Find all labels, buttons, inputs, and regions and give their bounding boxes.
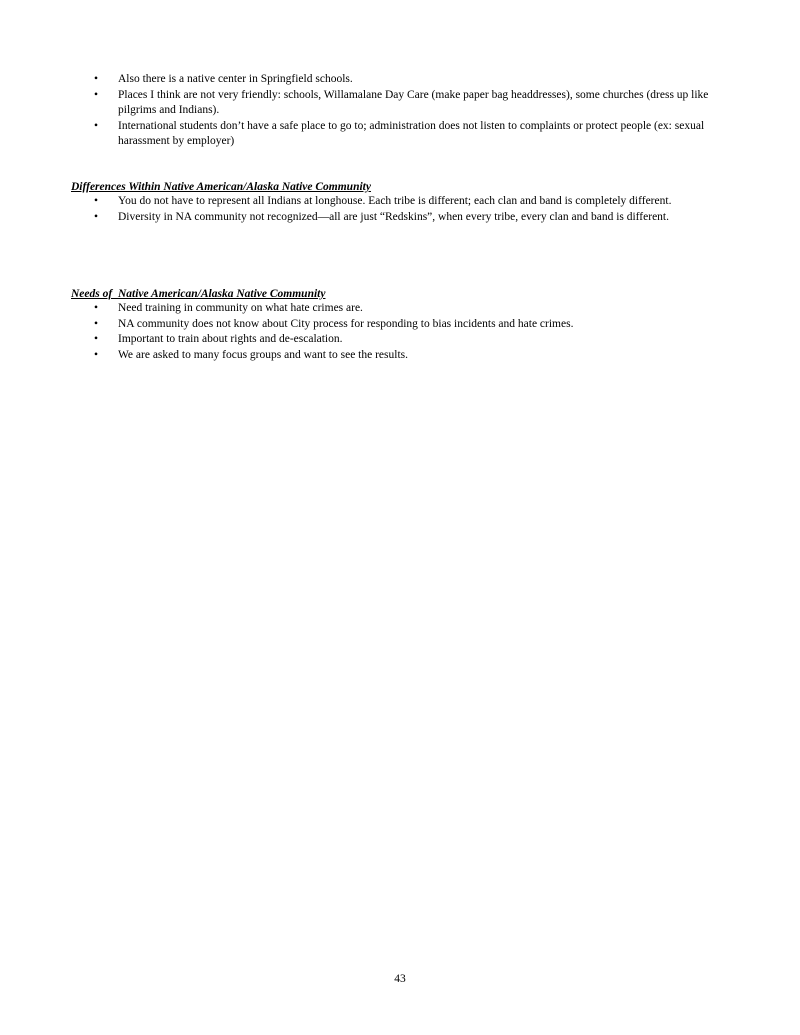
list-item bbox=[71, 332, 731, 348]
list-item-text: International students don’t have a safe place to go to; administration does not listen to complaints or protect people (ex: sexual harassment by employer) bbox=[118, 119, 705, 147]
bullet-icon: • bbox=[94, 73, 99, 85]
bullet-icon: • bbox=[94, 317, 99, 330]
list-item bbox=[71, 301, 731, 317]
section-heading: Differences Within Native American/Alaska Native Community bbox=[71, 181, 371, 193]
list-item bbox=[71, 317, 731, 333]
differences-bullet-list bbox=[71, 194, 731, 225]
bullet-icon: • bbox=[94, 119, 99, 132]
page-number: 43 bbox=[394, 973, 406, 985]
bullet-icon: • bbox=[94, 195, 99, 207]
list-item-text: We are asked to many focus groups and want to see the results. bbox=[118, 348, 409, 361]
differences-section bbox=[71, 180, 731, 225]
bullet-icon: • bbox=[94, 348, 99, 361]
section-heading: Needs of Native American/Alaska Native Community bbox=[71, 288, 326, 300]
list-item bbox=[71, 119, 731, 150]
list-item-text: Also there is a native center in Springfield schools. bbox=[118, 73, 353, 85]
list-item-text: Places I think are not very friendly: schools, Willamalane Day Care (make paper bag headdresses), some churches (dress up like pilgrims and Indians). bbox=[118, 88, 709, 116]
list-item bbox=[71, 194, 731, 210]
list-item-text: Need training in community on what hate crimes are. bbox=[118, 302, 363, 314]
list-item bbox=[71, 348, 731, 364]
list-item-text: Important to train about rights and de-escalation. bbox=[118, 333, 343, 345]
intro-section bbox=[71, 72, 731, 150]
list-item bbox=[71, 88, 731, 119]
bullet-icon: • bbox=[94, 302, 99, 314]
list-item-text: Diversity in NA community not recognized—all are just “Redskins”, when every tribe, every clan and band is different. bbox=[118, 210, 669, 223]
bullet-icon: • bbox=[94, 210, 99, 223]
bullet-icon: • bbox=[94, 333, 99, 345]
list-item-text: You do not have to represent all Indians at longhouse. Each tribe is different; each clan and band is completely different. bbox=[118, 195, 672, 207]
list-item bbox=[71, 210, 731, 226]
needs-section bbox=[71, 287, 731, 363]
list-item bbox=[71, 72, 731, 88]
needs-bullet-list bbox=[71, 301, 731, 363]
list-item-text: NA community does not know about City process for responding to bias incidents and hate crimes. bbox=[118, 317, 574, 330]
bullet-icon: • bbox=[94, 88, 99, 101]
intro-bullet-list bbox=[71, 72, 731, 150]
